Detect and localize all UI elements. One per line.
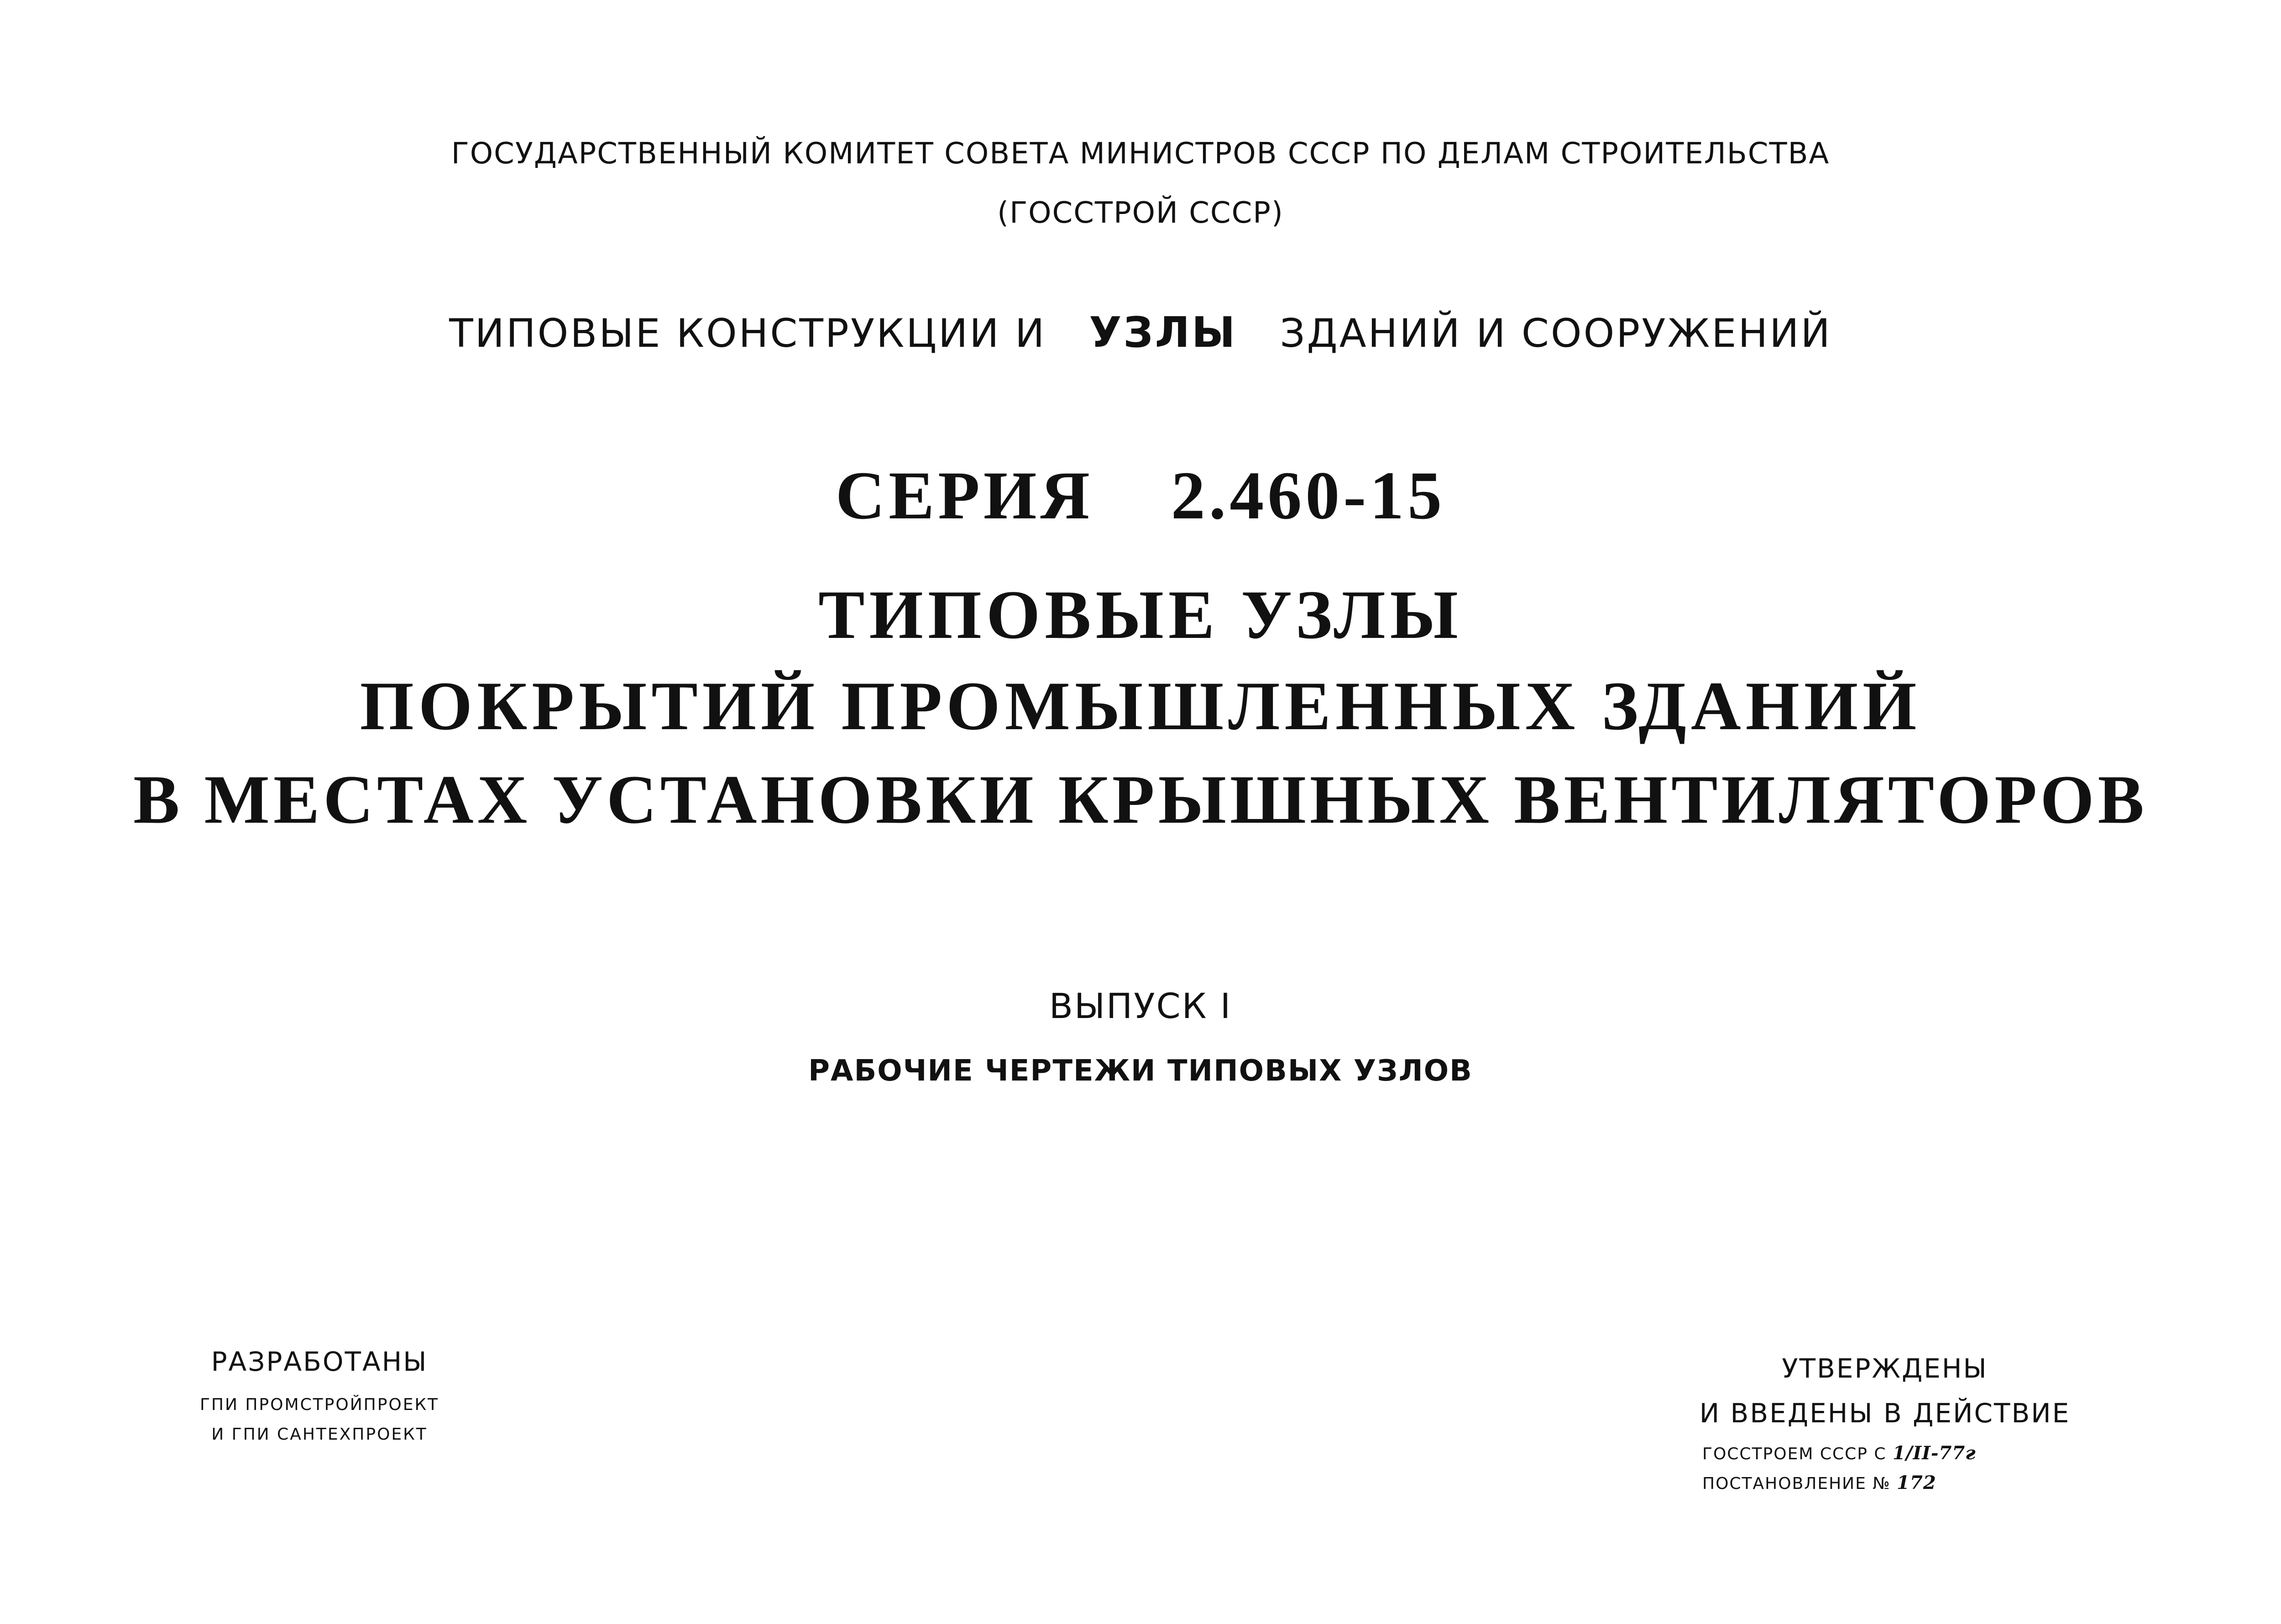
series-number: 2.460-15 (1171, 458, 1446, 533)
title-line-2: ПОКРЫТИЙ ПРОМЫШЛЕННЫХ ЗДАНИЙ (360, 668, 1921, 744)
issue-label: ВЫПУСК I (1049, 986, 1232, 1026)
developed-by-block (192, 1346, 447, 1444)
approved-heading-2: И ВВЕДЕНЫ В ДЕЙСТВИЕ (1699, 1398, 2071, 1429)
series-label: СЕРИЯ (835, 458, 1093, 533)
approved-date: 1/II-77г (1893, 1442, 1976, 1464)
title-line-1: ТИПОВЫЕ УЗЛЫ (818, 576, 1463, 653)
developed-heading: РАЗРАБОТАНЫ (211, 1346, 428, 1377)
issue-subtitle: РАБОЧИЕ ЧЕРТЕЖИ ТИПОВЫХ УЗЛОВ (808, 1054, 1473, 1088)
typical-part2: УЗЛЫ (1089, 308, 1237, 357)
title-line-3: В МЕСТАХ УСТАНОВКИ КРЫШНЫХ ВЕНТИЛЯТОРОВ (133, 761, 2148, 838)
approved-by-line (1689, 1442, 2081, 1464)
approved-block (1689, 1353, 2081, 1493)
committee-heading: ГОСУДАРСТВЕННЫЙ КОМИТЕТ СОВЕТА МИНИСТРОВ СССР ПО ДЕЛАМ СТРОИТЕЛЬСТВА (451, 137, 1830, 171)
series-heading (0, 456, 2281, 535)
developer-org-1: ГПИ ПРОМСТРОЙПРОЕКТ (199, 1395, 439, 1414)
gosstroy-heading: (ГОССТРОЙ СССР) (997, 196, 1284, 230)
typical-structures-heading (0, 308, 2281, 357)
approved-by-label: ГОССТРОЕМ СССР С (1702, 1445, 1887, 1463)
decree-label: ПОСТАНОВЛЕНИЕ № (1702, 1474, 1891, 1493)
approved-heading-1: УТВЕРЖДЕНЫ (1782, 1353, 1988, 1384)
decree-line (1689, 1472, 2081, 1493)
developer-org-2: И ГПИ САНТЕХПРОЕКТ (211, 1425, 428, 1444)
decree-number: 172 (1897, 1472, 1936, 1493)
typical-part3: ЗДАНИЙ И СООРУЖЕНИЙ (1280, 311, 1832, 356)
typical-part1: ТИПОВЫЕ КОНСТРУКЦИИ И (449, 311, 1046, 356)
